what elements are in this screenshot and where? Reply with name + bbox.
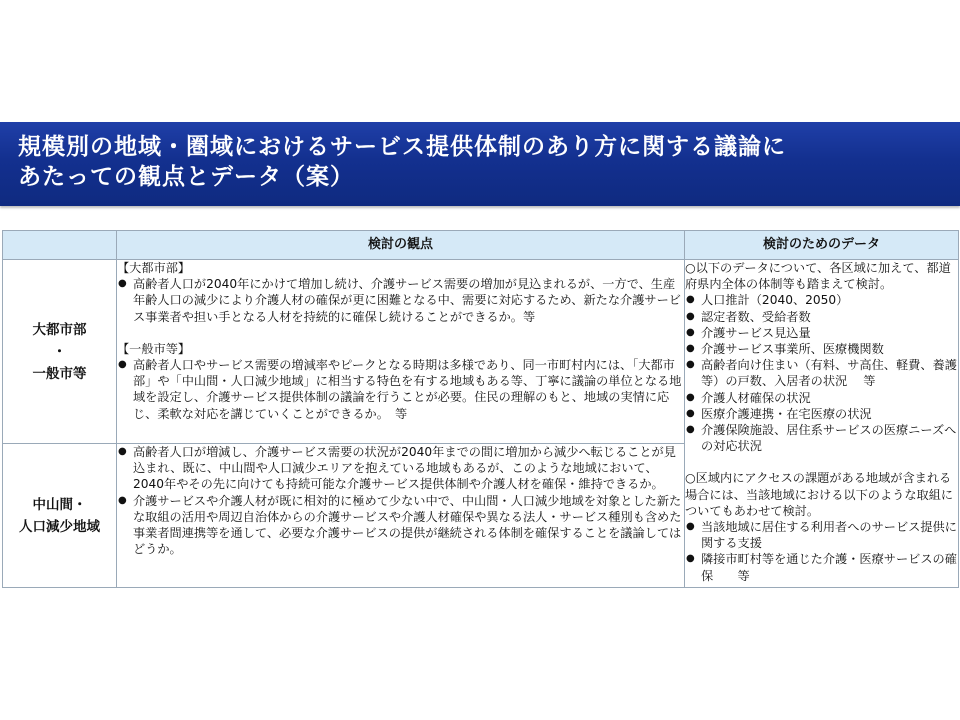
header-data: 検討のためのデータ — [685, 231, 959, 260]
list-item: ● 隣接市町村等を通じた介護・医療サービスの確保 等 — [685, 551, 958, 583]
bullet-list — [117, 276, 684, 325]
bullet-list — [117, 444, 684, 557]
bullet-list — [117, 357, 684, 422]
table-row-urban — [3, 260, 959, 444]
list-item: ● 当該地域に居住する利用者へのサービス提供に関する支援 — [685, 519, 958, 551]
list-item: ● 介護サービス事業所、医療機関数 — [685, 341, 958, 357]
row-label-urban — [3, 260, 117, 444]
row-label-mountain — [3, 444, 117, 588]
viewpoints-urban — [117, 260, 685, 444]
list-item: ● 介護保険施設、居住系サービスの医療ニーズへの対応状況 — [685, 422, 958, 454]
list-item: ● 介護サービスや介護人材が既に相対的に極めて少ない中で、中山間・人口減少地域を対象とした新たな取組の活用や周辺自治体からの介護サービスや介護人材確保や異なる法人・サービス種別も含めた事業者間連携等を通して、必要な介護サービスの提供が継続される体制を確保することを議論してはどうか。 — [117, 493, 684, 558]
data-column-cell — [685, 260, 959, 588]
page-title — [18, 132, 938, 192]
list-item: ● 介護人材確保の状況 — [685, 390, 958, 406]
data-intro-1: ○以下のデータについて、各区域に加えて、都道府県内全体の体制等も踏まえて検討。 — [685, 261, 951, 292]
row-label-line: 人口減少地域 — [19, 518, 100, 535]
viewpoints-mountain — [117, 444, 685, 588]
list-item: ● 高齢者向け住まい（有料、サ高住、軽費、養護等）の戸数、入居者の状況 等 — [685, 357, 958, 389]
list-item: ● 高齢者人口が増減し、介護サービス需要の状況が2040年までの間に増加から減少へ転じることが見込まれ、既に、中山間や人口減少エリアを抱えている地域もあるが、このような地域において、2040年やその先に向けても持続可能な介護サービス提供体制や介護人材を確保・維持できるか。 — [117, 444, 684, 493]
list-item: ● 医療介護連携・在宅医療の状況 — [685, 406, 958, 422]
page-title-line-1: 規模別の地域・圏域におけるサービス提供体制のあり方に関する議論に — [18, 134, 786, 160]
discussion-table — [2, 230, 959, 588]
list-item: ● 認定者数、受給者数 — [685, 309, 958, 325]
list-item: ● 介護サービス見込量 — [685, 325, 958, 341]
list-item: ● 高齢者人口やサービス需要の増減率やピークとなる時期は多様であり、同一市町村内には、「大都市部」や「中山間・人口減少地域」に相当する特色を有する地域もある等、丁寧に議論の単位となる地域を設定し、介護サービス提供体制の議論を行うことが必要。住民の理解のもと、地域の実情に応じ、柔軟な対応を講じていくことができるか。 等 — [117, 357, 684, 422]
data-bullet-list-1 — [685, 292, 958, 454]
title-banner — [0, 122, 960, 206]
row-label-line: ・ — [52, 343, 67, 360]
row-label-line: 中山間・ — [32, 496, 87, 513]
section-heading-metropolitan: 【大都市部】 — [117, 261, 191, 275]
data-intro-2: ○区域内にアクセスの課題がある地域が含まれる場合には、当該地域における以下のような取組についてもあわせて検討。 — [685, 471, 954, 518]
table-header-row — [3, 231, 959, 260]
row-label-line: 一般市等 — [32, 365, 87, 382]
header-viewpoints: 検討の観点 — [117, 231, 685, 260]
section-heading-general-city: 【一般市等】 — [117, 341, 191, 356]
list-item: ● 人口推計（2040、2050） — [685, 292, 958, 308]
list-item: ● 高齢者人口が2040年にかけて増加し続け、介護サービス需要の増加が見込まれるが、一方で、生産年齢人口の減少により介護人材の確保が更に困難となる中、需要に対応するため、新たな介護サービス事業者や担い手となる人材を持続的に確保し続けることができるか。等 — [117, 276, 684, 325]
row-label-line: 大都市部 — [32, 321, 87, 338]
header-blank-cell — [3, 231, 117, 260]
page-title-line-2: あたっての観点とデータ（案） — [18, 164, 354, 190]
data-bullet-list-2 — [685, 519, 958, 584]
